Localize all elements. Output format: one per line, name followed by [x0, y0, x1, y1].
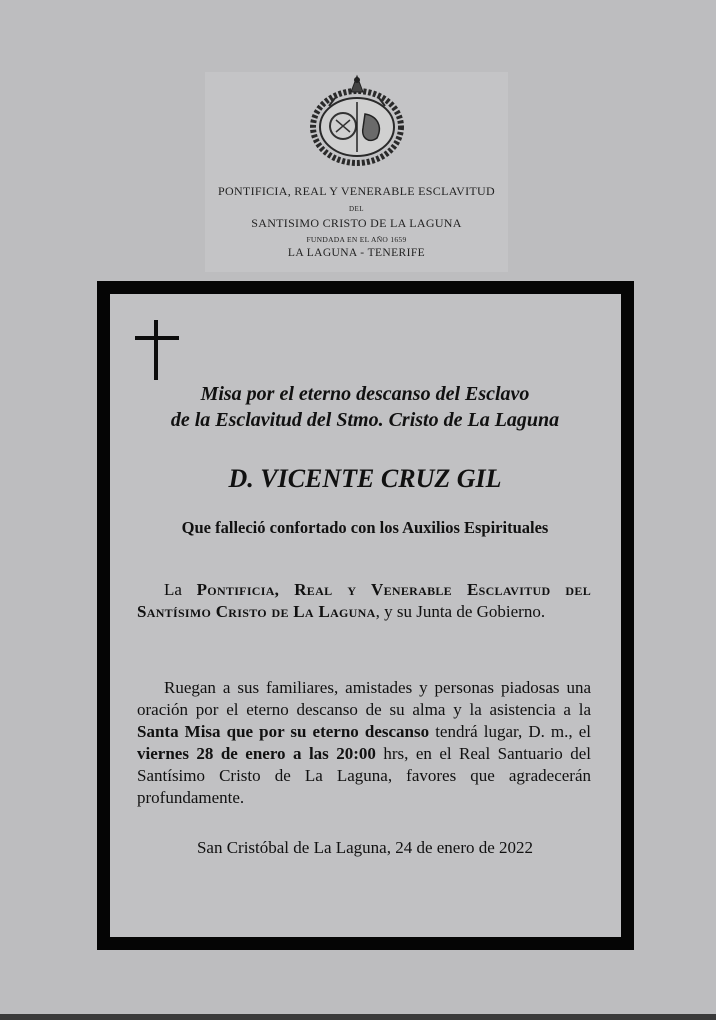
header-cristo: SANTISIMO CRISTO DE LA LAGUNA	[251, 216, 462, 230]
paragraph-organization	[137, 579, 591, 623]
para2-part1: Ruegan a sus familiares, amistades y personas piadosas una oración por el eterno descanso de su alma y la asistencia a la	[137, 678, 591, 719]
para1-org-name: Pontificia, Real y Venerable Esclavitud del Santísimo Cristo de La Laguna	[137, 580, 591, 621]
para2-bold-date: viernes 28 de enero a las 20:00	[137, 744, 376, 763]
para2-part2: tendrá lugar, D. m., el	[429, 722, 592, 741]
paragraph-request	[137, 677, 591, 809]
bottom-strip	[0, 1014, 716, 1020]
header-location: LA LAGUNA - TENERIFE	[287, 247, 426, 259]
cross-icon	[135, 320, 179, 380]
deceased-name: D. VICENTE CRUZ GIL	[228, 464, 502, 493]
subtitle: Que falleció confortado con los Auxilios Espirituales	[181, 518, 549, 537]
header-org-name: PONTIFICIA, REAL Y VENERABLE ESCLAVITUD	[218, 184, 495, 198]
place-date: San Cristóbal de La Laguna, 24 de enero de 2022	[196, 838, 534, 857]
mass-title-line-2: de la Esclavitud del Stmo. Cristo de La Laguna	[170, 409, 560, 431]
para1-lead: La	[164, 580, 197, 599]
para1-tail: , y su Junta de Gobierno.	[375, 602, 546, 621]
emblem-icon	[305, 72, 409, 172]
header-founded: FUNDADA EN EL AÑO 1659	[306, 235, 407, 244]
header-del: DEL	[348, 205, 365, 213]
para2-part3: hrs, en el Real Santuario del Santísimo Cristo de La Laguna, favores que agradecerán profundamente.	[137, 744, 592, 807]
mass-title-line-1: Misa por el eterno descanso del Esclavo	[200, 383, 530, 405]
para2-bold-mass: Santa Misa que por su eterno descanso	[137, 722, 430, 741]
